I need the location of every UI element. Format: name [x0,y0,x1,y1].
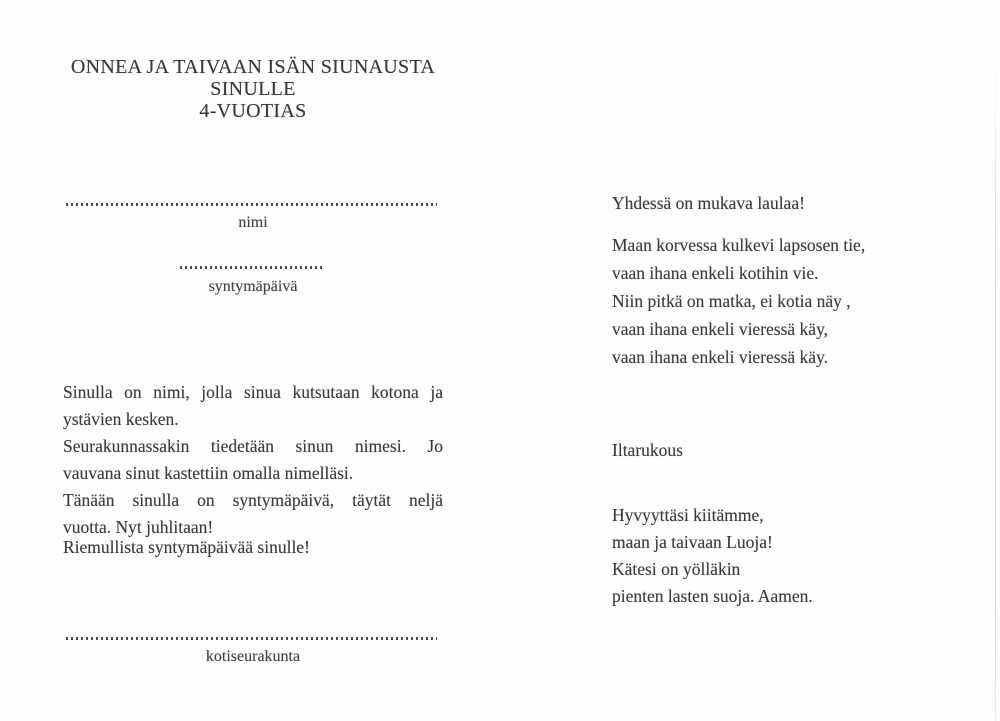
title-line-2: SINULLE [210,78,296,100]
title-line-1: ONNEA JA TAIVAAN ISÄN SIUNAUSTA [70,56,436,78]
name-label: nimi [238,214,268,231]
song-line-3: Niin pitkä on matka, ei kotia näy , [612,291,851,311]
body-line-2: ystävien kesken. [63,409,179,429]
prayer-line-1: Hyvyyttäsi kiitämme, [612,505,764,525]
parish-dotted-line [66,637,437,640]
body-line-3: Seurakunnassakin tiedetään sinun nimesi. Jo [63,436,443,456]
name-dotted-line [66,203,437,206]
prayer-text [612,502,813,610]
song-verse [612,231,865,371]
song-line-2: vaan ihana enkeli kotihin vie. [612,263,819,283]
parish-label: kotiseurakunta [205,648,301,665]
body-line-6: vuotta. Nyt juhlitaan! [63,517,214,537]
prayer-heading: Iltarukous [612,440,683,460]
greeting-line: Riemullista syntymäpäivää sinulle! [63,537,310,557]
card-title [58,56,448,122]
song-line-1: Maan korvessa kulkevi lapsosen tie, [612,235,866,255]
song-line-4: vaan ihana enkeli vieressä käy, [612,319,829,339]
prayer-line-3: Kätesi on yölläkin [612,559,741,579]
song-line-5: vaan ihana enkeli vieressä käy. [612,347,829,367]
scan-edge-artifact [995,48,996,721]
body-line-1: Sinulla on nimi, jolla sinua kutsutaan kotona ja [63,382,443,402]
body-line-4: vauvana sinut kastettiin omalla nimelläsi. [63,463,354,483]
prayer-line-2: maan ja taivaan Luoja! [612,532,773,552]
body-line-5: Tänään sinulla on syntymäpäivä, täytät neljä [63,490,443,510]
body-text [63,379,443,541]
song-intro: Yhdessä on mukava laulaa! [612,193,805,213]
title-line-3: 4-VUOTIAS [199,100,307,122]
birthday-label: syntymäpäivä [208,278,298,295]
birthday-dotted-line [180,266,322,269]
prayer-line-4: pienten lasten suoja. Aamen. [612,586,813,606]
